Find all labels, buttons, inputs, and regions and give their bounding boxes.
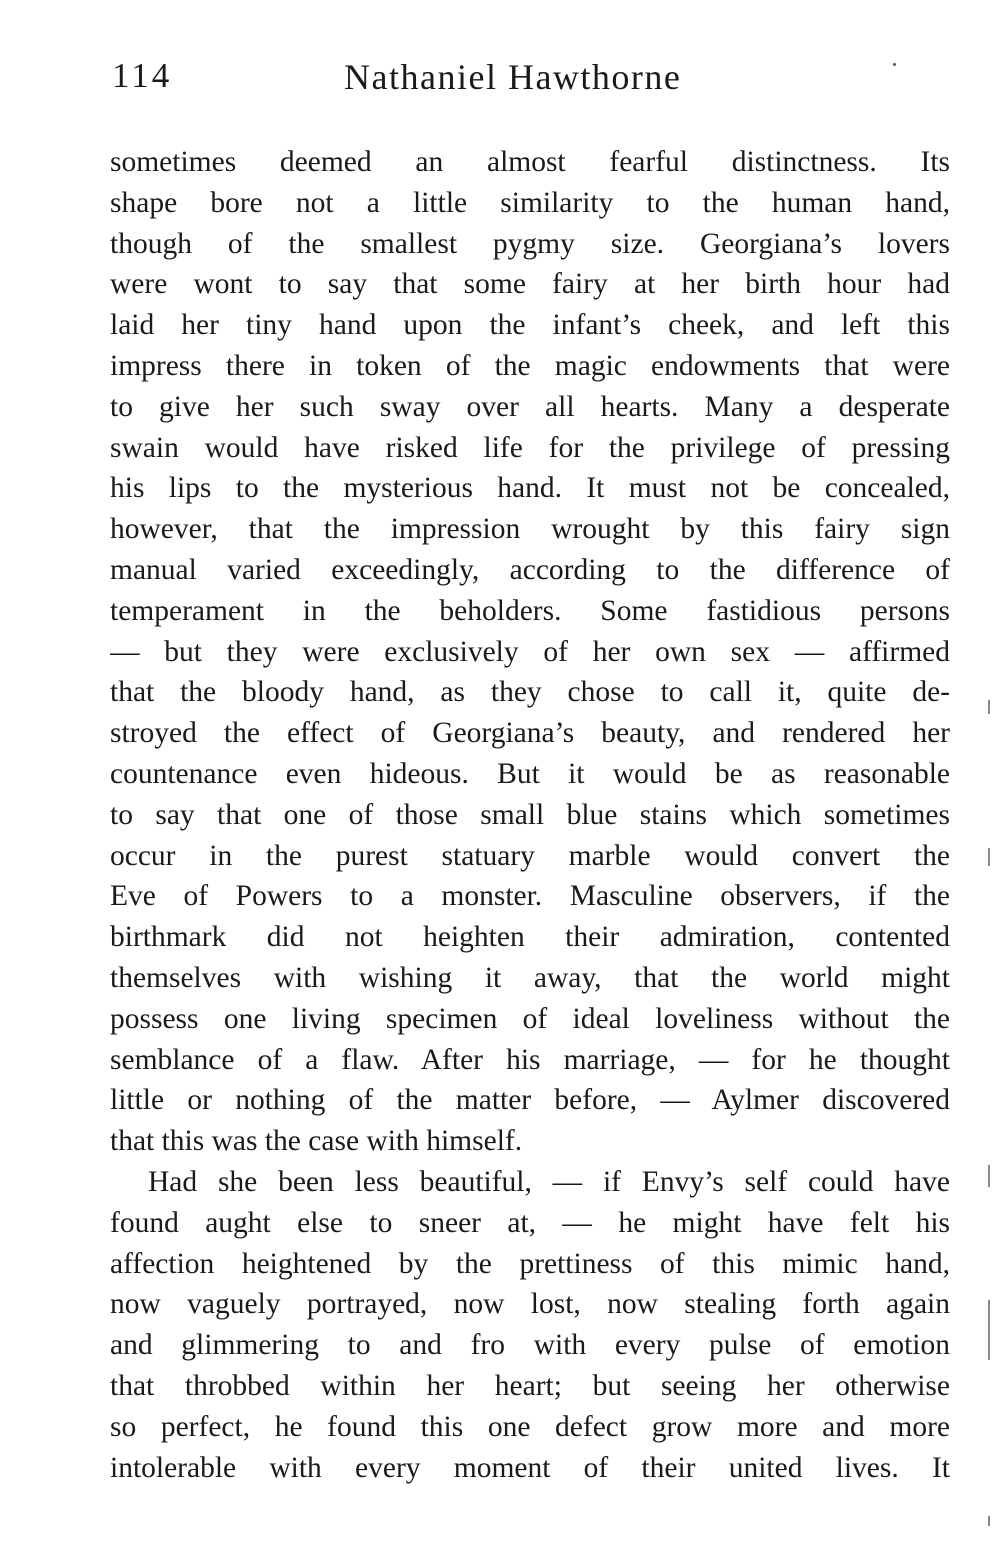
scan-edge-mark (988, 1300, 990, 1360)
scan-edge-mark (988, 848, 990, 866)
text-line: occur in the purest statuary marble would convert the (110, 839, 950, 872)
text-line: to give her such sway over all hearts. Many a desperate (110, 390, 950, 423)
text-line: that this was the case with himself. (110, 1125, 523, 1158)
text-line: little or nothing of the matter before, — Aylmer discovered (110, 1084, 950, 1117)
text-line: were wont to say that some fairy at her birth hour had (110, 268, 950, 301)
text-line: manual varied exceedingly, according to the difference of (110, 553, 950, 586)
text-line: countenance even hideous. But it would be as reasonable (110, 757, 950, 790)
text-line: now vaguely portrayed, now lost, now stealing forth again (110, 1288, 950, 1321)
body-text (110, 142, 950, 1488)
paragraph-1 (110, 142, 950, 1162)
scan-edge-mark (988, 700, 990, 714)
text-line: possess one living specimen of ideal loveliness without the (110, 1002, 950, 1035)
page-header (112, 56, 950, 106)
scan-edge-mark (988, 1516, 990, 1526)
text-line: Had she been less beautiful, — if Envy’s self could have (148, 1165, 950, 1198)
text-line: though of the smallest pygmy size. Georgiana’s lovers (110, 227, 950, 260)
text-line: that throbbed within her heart; but seeing her otherwise (110, 1369, 950, 1402)
text-line: impress there in token of the magic endowments that were (110, 349, 950, 382)
text-line: sometimes deemed an almost fearful distinctness. Its (110, 146, 950, 178)
text-line: affection heightened by the prettiness of this mimic hand, (110, 1247, 950, 1280)
text-line: laid her tiny hand upon the infant’s cheek, and left this (110, 309, 950, 342)
text-line: — but they were exclusively of her own sex — affirmed (110, 635, 950, 668)
text-line: temperament in the beholders. Some fastidious persons (110, 594, 950, 627)
scan-speck (893, 63, 896, 66)
page-number: 114 (112, 56, 173, 95)
text-line: semblance of a flaw. After his marriage, — for he thought (110, 1043, 950, 1076)
text-line: swain would have risked life for the privilege of pressing (110, 431, 950, 464)
text-line: that the bloody hand, as they chose to call it, quite de- (110, 676, 950, 709)
text-line: his lips to the mysterious hand. It must not be concealed, (110, 472, 950, 505)
text-line: themselves with wishing it away, that the world might (110, 961, 950, 994)
text-line: so perfect, he found this one defect grow more and more (110, 1410, 950, 1443)
text-line: stroyed the effect of Georgiana’s beauty, and rendered her (110, 717, 950, 750)
text-line: however, that the impression wrought by this fairy sign (110, 513, 950, 546)
running-head: Nathaniel Hawthorne (344, 57, 682, 97)
text-line: found aught else to sneer at, — he might have felt his (110, 1206, 950, 1239)
paragraph-2 (110, 1162, 950, 1488)
text-line: birthmark did not heighten their admiration, contented (110, 921, 950, 954)
text-line: intolerable with every moment of their united lives. It (110, 1451, 950, 1484)
text-line: shape bore not a little similarity to the human hand, (110, 186, 950, 219)
text-line: and glimmering to and fro with every pulse of emotion (110, 1329, 950, 1362)
text-line: Eve of Powers to a monster. Masculine observers, if the (110, 880, 950, 913)
scan-edge-mark (988, 1165, 990, 1187)
text-line: to say that one of those small blue stains which sometimes (110, 798, 950, 831)
